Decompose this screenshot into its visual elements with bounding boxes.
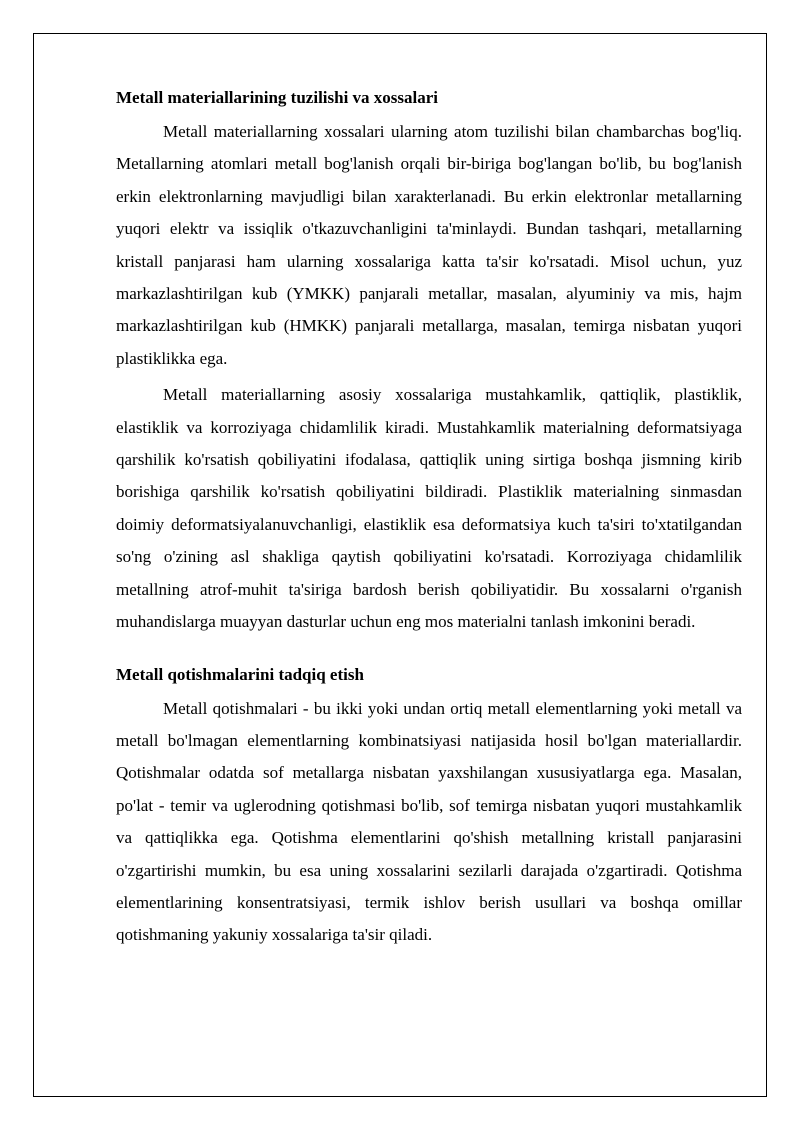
document-body bbox=[116, 84, 742, 952]
section-heading: Metall qotishmalarini tadqiq etish bbox=[116, 664, 364, 684]
paragraph: Metall materiallarning xossalari ularning atom tuzilishi bilan chambarchas bog'liq. Metallarning atomlari metall bog'lanish orqali bir-biriga bog'langan bo'lib, bu bog'lanish erkin elektronlarning mavjudligi bilan xarakterlanadi. Bu erkin elektronlar metallarning yuqori elektr va issiqlik o'tkazuvchanligini ta'minlaydi. Bundan tashqari, metallarning kristall panjarasi ham ularning xossalariga katta ta'sir ko'rsatadi. Misol uchun, yuz markazlashtirilgan kub (YMKK) panjarali metallar, masalan, alyuminiy va mis, hajm markazlashtirilgan kub (HMKK) panjarali metallarga, masalan, temirga nisbatan yuqori plastiklikka ega. bbox=[116, 122, 742, 368]
section-structure-properties bbox=[116, 84, 742, 639]
paragraph: Metall materiallarning asosiy xossalariga mustahkamlik, qattiqlik, plastiklik, elastiklik va korroziyaga chidamlilik kiradi. Mustahkamlik materialning deformatsiyaga qarshilik ko'rsatish qobiliyatini ifodalasa, qattiqlik uning sirtiga boshqa jismning kirib borishiga qarshilik ko'rsatish qobiliyatini bildiradi. Plastiklik materialning sinmasdan doimiy deformatsiyalanuvchanligi, elastiklik esa deformatsiya kuch ta'siri to'xtatilgandan so'ng o'zining asl shakliga qaytish qobiliyatini ko'rsatadi. Korroziyaga chidamlilik metallning atrof-muhit ta'siriga bardosh berish qobiliyatidir. Bu xossalarni o'rganish muhandislarga muayyan dasturlar uchun eng mos materialni tanlash imkonini beradi. bbox=[116, 385, 742, 632]
section-alloys-research bbox=[116, 661, 742, 952]
paragraph: Metall qotishmalari - bu ikki yoki undan ortiq metall elementlarning yoki metall va metall bo'lmagan elementlarning kombinatsiyasi natijasida hosil bo'lgan materiallardir. Qotishmalar odatda sof metallarga nisbatan yaxshilangan xususiyatlarga ega. Masalan, po'lat - temir va uglerodning qotishmasi bo'lib, sof temirga nisbatan yuqori mustahkamlik va qattiqlikka ega. Qotishma elementlarini qo'shish metallning kristall panjarasini o'zgartirishi mumkin, bu esa uning xossalarini sezilarli darajada o'zgartiradi. Qotishma elementlarining konsentratsiyasi, termik ishlov berish usullari va boshqa omillar qotishmaning yakuniy xossalariga ta'sir qiladi. bbox=[116, 698, 742, 945]
section-heading: Metall materiallarining tuzilishi va xossalari bbox=[116, 88, 439, 107]
